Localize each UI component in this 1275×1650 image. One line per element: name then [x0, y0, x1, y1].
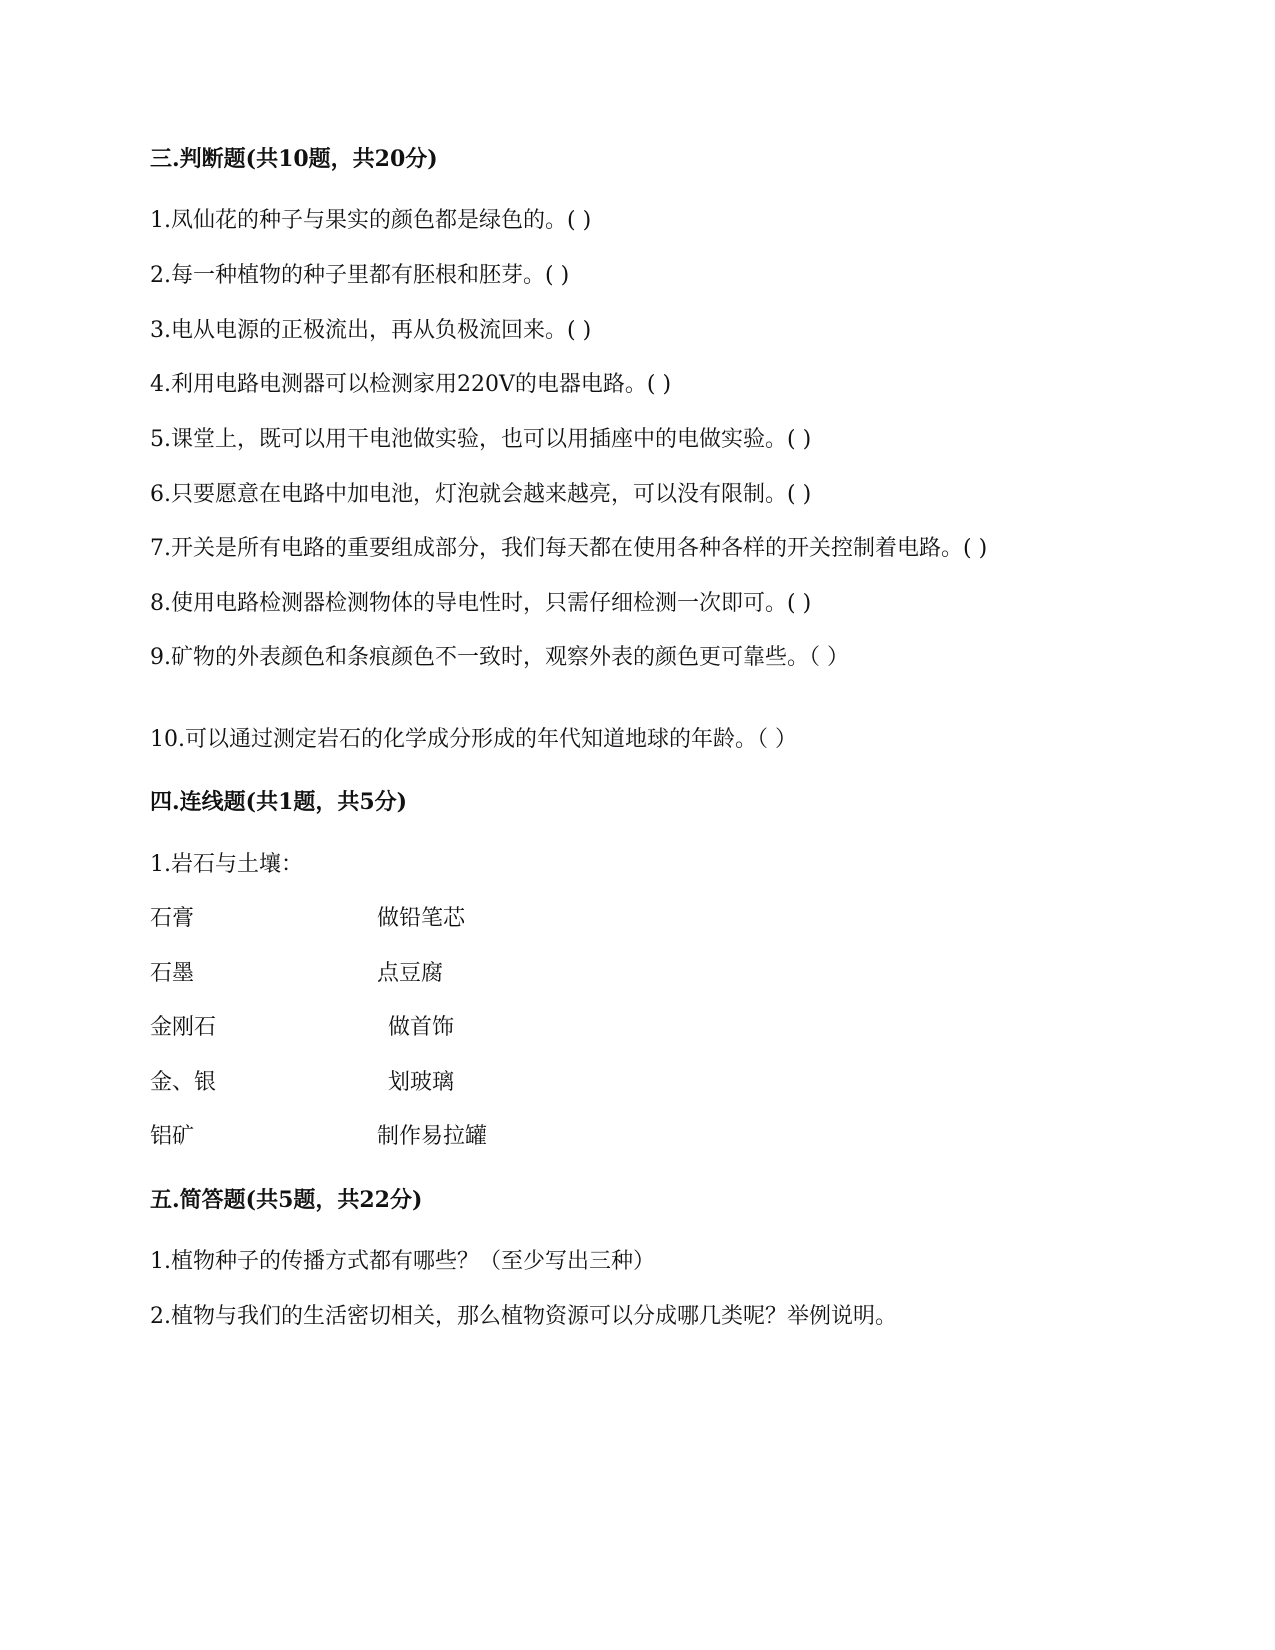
judgement-question: 4.利用电路电测器可以检测家用220V的电器电路。( ): [150, 372, 672, 397]
judgement-question: 5.课堂上，既可以用干电池做实验，也可以用插座中的电做实验。( ): [150, 427, 812, 452]
judgement-question: 8.使用电路检测器检测物体的导电性时，只需仔细检测一次即可。( ): [150, 591, 812, 616]
section-title-matching: 四.连线题(共1题，共5分): [150, 789, 408, 815]
matching-right-item: 做首饰: [388, 1015, 455, 1040]
short-answer-question: 2.植物与我们的生活密切相关，那么植物资源可以分成哪几类呢？举例说明。: [150, 1304, 897, 1329]
judgement-question: 3.电从电源的正极流出，再从负极流回来。( ): [150, 318, 592, 343]
matching-right-item: 做铅笔芯: [377, 906, 466, 931]
judgement-question: 10.可以通过测定岩石的化学成分形成的年代知道地球的年龄。（ ）: [150, 727, 797, 752]
judgement-question: 9.矿物的外表颜色和条痕颜色不一致时，观察外表的颜色更可靠些。（ ）: [150, 645, 849, 670]
matching-right-item: 制作易拉罐: [377, 1124, 488, 1149]
matching-right-item: 点豆腐: [377, 961, 444, 986]
matching-left-item: 金刚石: [150, 1015, 217, 1040]
matching-left-item: 石墨: [150, 961, 195, 986]
short-answer-question: 1.植物种子的传播方式都有哪些？（至少写出三种）: [150, 1249, 655, 1274]
section-title-judgement: 三.判断题(共10题，共20分): [150, 146, 438, 172]
matching-right-item: 划玻璃: [388, 1070, 455, 1095]
matching-left-item: 铝矿: [150, 1124, 195, 1149]
section-title-short-answer: 五.简答题(共5题，共22分): [150, 1187, 423, 1213]
judgement-question: 1.凤仙花的种子与果实的颜色都是绿色的。( ): [150, 208, 592, 233]
matching-left-item: 金、银: [150, 1070, 217, 1095]
matching-question: 1.岩石与土壤：: [150, 852, 303, 877]
judgement-question: 7.开关是所有电路的重要组成部分，我们每天都在使用各种各样的开关控制着电路。( ): [150, 536, 988, 561]
judgement-question: 6.只要愿意在电路中加电池，灯泡就会越来越亮，可以没有限制。( ): [150, 482, 812, 507]
judgement-question: 2.每一种植物的种子里都有胚根和胚芽。( ): [150, 263, 570, 288]
matching-left-item: 石膏: [150, 906, 195, 931]
